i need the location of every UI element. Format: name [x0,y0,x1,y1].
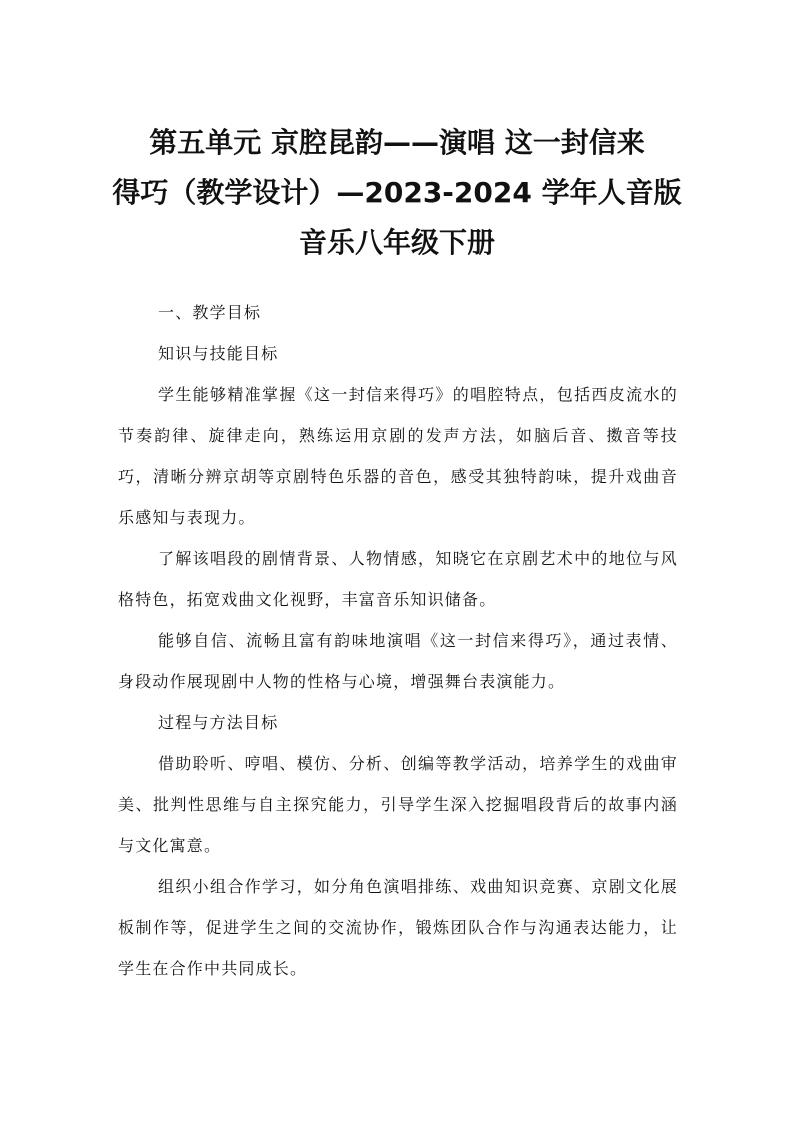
paragraph-knowledge-3: 能够自信、流畅且富有韵味地演唱《这一封信来得巧》，通过表情、身段动作展现剧中人物的性格与心境，增强舞台表演能力。 [118,631,678,691]
subheading-process-methods: 过程与方法目标 [158,713,279,732]
section-heading-teaching-goals: 一、教学目标 [158,303,262,322]
subheading-knowledge-skills: 知识与技能目标 [158,344,279,363]
paragraph-process-2: 组织小组合作学习，如分角色演唱排练、戏曲知识竞赛、京剧文化展板制作等，促进学生之间的交流协作，锻炼团队合作与沟通表达能力，让学生在合作中共同成长。 [118,877,678,978]
title-line-2: 得巧（教学设计）—2023-2024 学年人音版 [112,176,682,209]
paragraph-knowledge-1: 学生能够精准掌握《这一封信来得巧》的唱腔特点，包括西皮流水的节奏韵律、旋律走向，熟练运用京剧的发声方法，如脑后音、擞音等技巧，清晰分辨京胡等京剧特色乐器的音色，感受其独特韵味，提升戏曲音乐感知与表现力。 [118,385,678,527]
title-line-3: 音乐八年级下册 [298,226,495,259]
paragraph-knowledge-2: 了解该唱段的剧情背景、人物情感，知晓它在京剧艺术中的地位与风格特色，拓宽戏曲文化视野，丰富音乐知识储备。 [118,549,678,609]
document-body [118,292,678,989]
document-title [110,118,684,268]
title-line-1: 第五单元 京腔昆韵——演唱 这一封信来 [149,126,645,159]
paragraph-process-1: 借助聆听、哼唱、模仿、分析、创编等教学活动，培养学生的戏曲审美、批判性思维与自主探究能力，引导学生深入挖掘唱段背后的故事内涵与文化寓意。 [118,754,678,855]
